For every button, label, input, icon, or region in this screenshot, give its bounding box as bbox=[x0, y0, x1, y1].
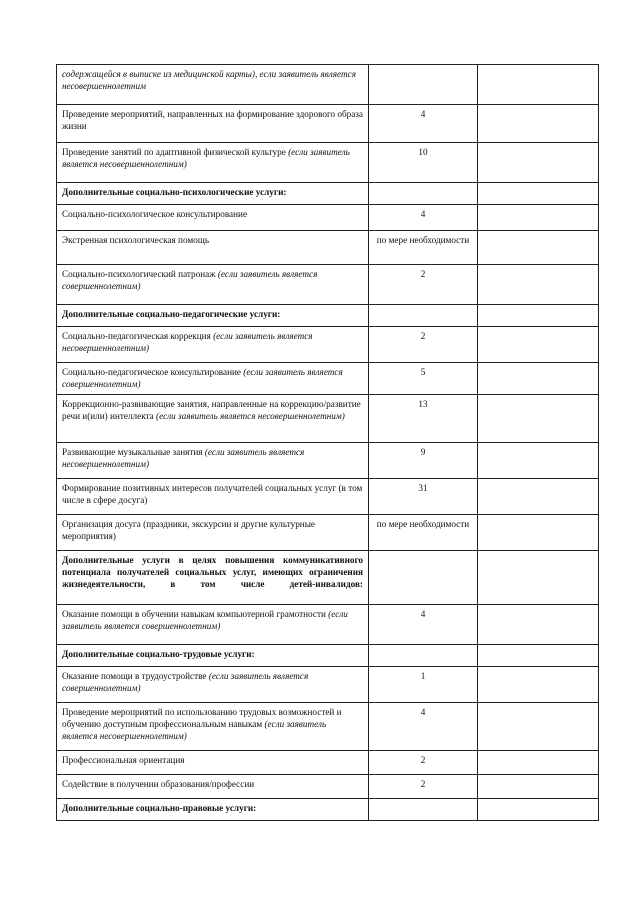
service-name bbox=[57, 443, 369, 479]
service-row bbox=[57, 515, 599, 551]
empty-cell bbox=[478, 605, 599, 645]
service-name bbox=[57, 395, 369, 443]
service-quantity: 2 bbox=[369, 751, 478, 775]
service-row bbox=[57, 395, 599, 443]
empty-cell bbox=[478, 551, 599, 605]
service-quantity bbox=[369, 645, 478, 667]
service-name-text: Социально-психологический патронаж bbox=[62, 269, 216, 279]
empty-cell bbox=[478, 265, 599, 305]
empty-cell bbox=[478, 183, 599, 205]
empty-cell bbox=[478, 443, 599, 479]
service-row bbox=[57, 205, 599, 231]
service-name bbox=[57, 703, 369, 751]
service-row bbox=[57, 327, 599, 363]
empty-cell bbox=[478, 703, 599, 751]
service-name-text: Профессиональная ориентация bbox=[62, 755, 185, 765]
service-name-text: Оказание помощи в обучении навыкам компьютерной грамотности bbox=[62, 609, 326, 619]
service-quantity: 2 bbox=[369, 775, 478, 799]
service-name bbox=[57, 65, 369, 105]
service-condition-note: (если заявитель является совершеннолетним) bbox=[62, 609, 348, 631]
service-row bbox=[57, 443, 599, 479]
service-condition-note: содержащейся в выписке из медицинской карты), если заявитель является несовершеннолетним bbox=[62, 69, 356, 91]
service-quantity bbox=[369, 551, 478, 605]
empty-cell bbox=[478, 479, 599, 515]
service-name-text: Экстренная психологическая помощь bbox=[62, 235, 210, 245]
service-name bbox=[57, 775, 369, 799]
empty-cell bbox=[478, 395, 599, 443]
service-row bbox=[57, 605, 599, 645]
empty-cell bbox=[478, 143, 599, 183]
service-condition-note: (если заявитель является несовершеннолетним) bbox=[62, 719, 327, 741]
service-quantity: 9 bbox=[369, 443, 478, 479]
empty-cell bbox=[478, 65, 599, 105]
service-name-text: Коррекционно-развивающие занятия, направленные на коррекцию/развитие речи и(или) интеллекта bbox=[62, 399, 361, 421]
service-name-text: Проведение занятий по адаптивной физической культуре bbox=[62, 147, 286, 157]
service-quantity bbox=[369, 65, 478, 105]
service-row bbox=[57, 105, 599, 143]
service-name bbox=[57, 515, 369, 551]
section-title: Дополнительные социально-трудовые услуги: bbox=[57, 645, 369, 667]
service-name bbox=[57, 667, 369, 703]
section-header-row bbox=[57, 183, 599, 205]
service-name bbox=[57, 605, 369, 645]
section-header-row bbox=[57, 551, 599, 605]
service-condition-note: (если заявитель является несовершеннолетним) bbox=[153, 411, 345, 421]
service-quantity bbox=[369, 799, 478, 821]
empty-cell bbox=[478, 751, 599, 775]
service-condition-note: (если заявитель является совершеннолетним) bbox=[62, 269, 318, 291]
service-name-text: Социально-педагогическое консультирование bbox=[62, 367, 241, 377]
service-row bbox=[57, 775, 599, 799]
service-quantity: по мере необходимости bbox=[369, 231, 478, 265]
service-name bbox=[57, 479, 369, 515]
service-condition-note: (если заявитель является несовершеннолетним) bbox=[62, 447, 305, 469]
empty-cell bbox=[478, 205, 599, 231]
service-name bbox=[57, 363, 369, 395]
service-row bbox=[57, 751, 599, 775]
empty-cell bbox=[478, 105, 599, 143]
service-row bbox=[57, 667, 599, 703]
service-condition-note: (если заявитель является несовершеннолетним) bbox=[62, 147, 350, 169]
section-header-row bbox=[57, 645, 599, 667]
empty-cell bbox=[478, 327, 599, 363]
service-name-text: Организация досуга (праздники, экскурсии и другие культурные мероприятия) bbox=[62, 519, 315, 541]
service-quantity: 2 bbox=[369, 265, 478, 305]
service-name bbox=[57, 751, 369, 775]
service-name bbox=[57, 105, 369, 143]
empty-cell bbox=[478, 667, 599, 703]
service-name-text: Проведение мероприятий, направленных на формирование здорового образа жизни bbox=[62, 109, 364, 131]
service-row bbox=[57, 143, 599, 183]
empty-cell bbox=[478, 305, 599, 327]
empty-cell bbox=[478, 231, 599, 265]
service-name-text: Социально-педагогическая коррекция bbox=[62, 331, 211, 341]
empty-cell bbox=[478, 775, 599, 799]
service-name-text: Формирование позитивных интересов получателей социальных услуг (в том числе в сфере досуга) bbox=[62, 483, 363, 505]
section-title: Дополнительные услуги в целях повышения коммуникативного потенциала получателей социальных услуг, имеющих ограничения жизнедеятельности, в том числе детей-инвалидов: bbox=[57, 551, 369, 605]
services-table bbox=[56, 64, 599, 821]
section-title: Дополнительные социально-педагогические услуги: bbox=[57, 305, 369, 327]
service-name bbox=[57, 205, 369, 231]
service-row bbox=[57, 265, 599, 305]
service-quantity: 4 bbox=[369, 703, 478, 751]
service-quantity: 5 bbox=[369, 363, 478, 395]
service-quantity: 2 bbox=[369, 327, 478, 363]
service-name bbox=[57, 231, 369, 265]
section-title: Дополнительные социально-правовые услуги: bbox=[57, 799, 369, 821]
service-condition-note: (если заявитель является несовершеннолетним) bbox=[62, 331, 313, 353]
service-quantity: 31 bbox=[369, 479, 478, 515]
empty-cell bbox=[478, 363, 599, 395]
service-name-text: Содействие в получении образования/профессии bbox=[62, 779, 255, 789]
service-quantity: 13 bbox=[369, 395, 478, 443]
service-quantity: 10 bbox=[369, 143, 478, 183]
service-quantity: 1 bbox=[369, 667, 478, 703]
service-condition-note: (если заявитель является совершеннолетним) bbox=[62, 671, 309, 693]
empty-cell bbox=[478, 515, 599, 551]
service-condition-note: (если заявитель является совершеннолетним) bbox=[62, 367, 343, 389]
service-name-text: Социально-психологическое консультирование bbox=[62, 209, 248, 219]
empty-cell bbox=[478, 645, 599, 667]
service-row bbox=[57, 65, 599, 105]
service-name-text: Проведение мероприятий по использованию трудовых возможностей и обучению доступным профессиональным навыкам bbox=[62, 707, 342, 729]
service-row bbox=[57, 479, 599, 515]
service-quantity bbox=[369, 183, 478, 205]
service-name-text: Развивающие музыкальные занятия bbox=[62, 447, 203, 457]
section-title: Дополнительные социально-психологические услуги: bbox=[57, 183, 369, 205]
service-name-text: Оказание помощи в трудоустройстве bbox=[62, 671, 207, 681]
service-name bbox=[57, 265, 369, 305]
service-name bbox=[57, 327, 369, 363]
service-quantity bbox=[369, 305, 478, 327]
services-table-body bbox=[57, 65, 599, 821]
section-header-row bbox=[57, 305, 599, 327]
section-header-row bbox=[57, 799, 599, 821]
service-row bbox=[57, 363, 599, 395]
empty-cell bbox=[478, 799, 599, 821]
service-quantity: 4 bbox=[369, 605, 478, 645]
service-quantity: по мере необходимости bbox=[369, 515, 478, 551]
service-row bbox=[57, 703, 599, 751]
service-quantity: 4 bbox=[369, 205, 478, 231]
service-quantity: 4 bbox=[369, 105, 478, 143]
service-name bbox=[57, 143, 369, 183]
service-row bbox=[57, 231, 599, 265]
